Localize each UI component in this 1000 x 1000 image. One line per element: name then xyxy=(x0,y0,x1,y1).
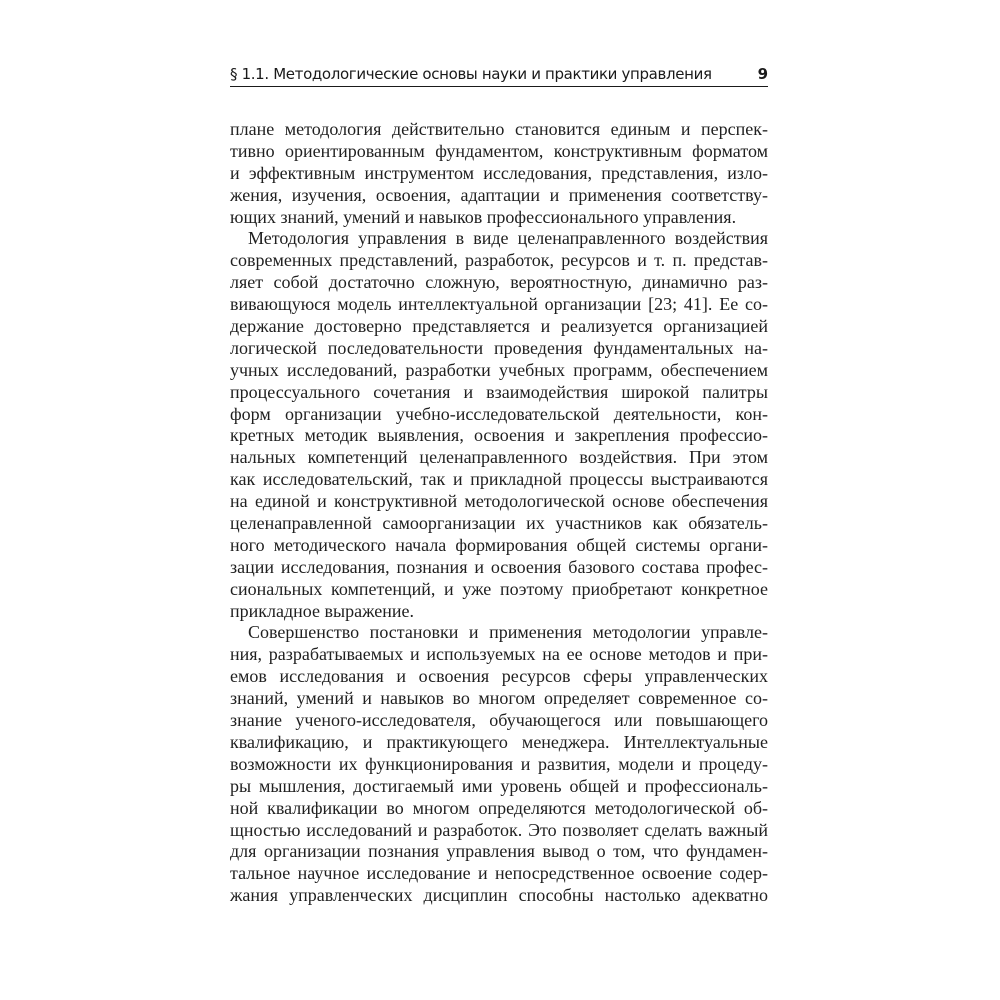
text-line: жания управленческих дисциплин способны настолько адекватно xyxy=(230,885,768,906)
text-line: тальное научное исследование и непосредственное освоение содер- xyxy=(230,863,768,884)
text-line: целенаправленной самоорганизации их участников как обязатель- xyxy=(230,513,768,534)
text-line: нальных компетенций целенаправленного воздействия. При этом xyxy=(230,447,768,468)
text-line: кретных методик выявления, освоения и закрепления профессио- xyxy=(230,425,768,446)
text-line: ния, разрабатываемых и используемых на ее основе методов и при- xyxy=(230,644,768,665)
paragraph-1 xyxy=(230,119,768,228)
text-line: держание достоверно представляется и реализуется организацией xyxy=(230,316,768,337)
text-line: форм организации учебно-исследовательской деятельности, кон- xyxy=(230,403,768,424)
text-line: процессуального сочетания и взаимодействия широкой палитры xyxy=(230,381,768,402)
text-line: Методология управления в виде целенаправленного воздействия xyxy=(248,228,768,249)
text-line: для организации познания управления вывод о том, что фундамен- xyxy=(230,841,768,862)
text-line: ного методического начала формирования общей системы органи- xyxy=(230,534,768,555)
text-line: ляет собой достаточно сложную, вероятностную, динамично раз- xyxy=(230,272,768,293)
text-line: сиональных компетенций, и уже поэтому приобретают конкретное xyxy=(230,578,768,599)
body-text xyxy=(230,119,768,907)
text-line: логической последовательности проведения фундаментальных на- xyxy=(230,337,768,358)
paragraph-3 xyxy=(230,622,768,907)
text-line: современных представлений, разработок, ресурсов и т. п. представ- xyxy=(230,250,768,271)
page-number: 9 xyxy=(757,65,768,83)
text-line: тивно ориентированным фундаментом, конструктивным форматом xyxy=(230,140,768,161)
text-line: емов исследования и освоения ресурсов сферы управленческих xyxy=(230,666,768,687)
text-line: ры мышления, достигаемый ими уровень общей и профессиональ- xyxy=(230,775,768,796)
text-line: квалификацию, и практикующего менеджера. Интеллектуальные xyxy=(230,731,768,752)
text-line: на единой и конструктивной методологической основе обеспечения xyxy=(230,491,768,512)
text-line: возможности их функционирования и развития, модели и процеду- xyxy=(230,753,768,774)
text-line: знание ученого-исследователя, обучающегося или повышающего xyxy=(230,710,768,731)
text-line: вивающуюся модель интеллектуальной организации [23; 41]. Ее со- xyxy=(230,294,768,315)
text-line: жения, изучения, освоения, адаптации и применения соответству- xyxy=(230,184,768,205)
running-head xyxy=(230,61,768,83)
text-line: учных исследований, разработки учебных программ, обеспечением xyxy=(230,359,768,380)
text-line: ющих знаний, умений и навыков профессионального управления. xyxy=(230,206,737,227)
header-rule xyxy=(230,86,768,87)
section-title: § 1.1. Методологические основы науки и практики управления xyxy=(230,65,712,83)
text-line: щностью исследований и разработок. Это позволяет сделать важный xyxy=(230,819,768,840)
text-line: плане методология действительно становится единым и перспек- xyxy=(230,119,768,139)
text-line: и эффективным инструментом исследования, представления, изло- xyxy=(230,162,768,183)
text-line: знаний, умений и навыков во многом определяет современное со- xyxy=(230,688,768,709)
text-line: зации исследования, познания и освоения базового состава профес- xyxy=(230,556,768,577)
text-line: как исследовательский, так и прикладной процессы выстраиваются xyxy=(230,469,768,490)
text-line: прикладное выражение. xyxy=(230,600,415,621)
text-line: ной квалификации во многом определяются методологической об- xyxy=(230,797,768,818)
text-line: Совершенство постановки и применения методологии управле- xyxy=(248,622,768,643)
paragraph-2 xyxy=(230,228,768,622)
